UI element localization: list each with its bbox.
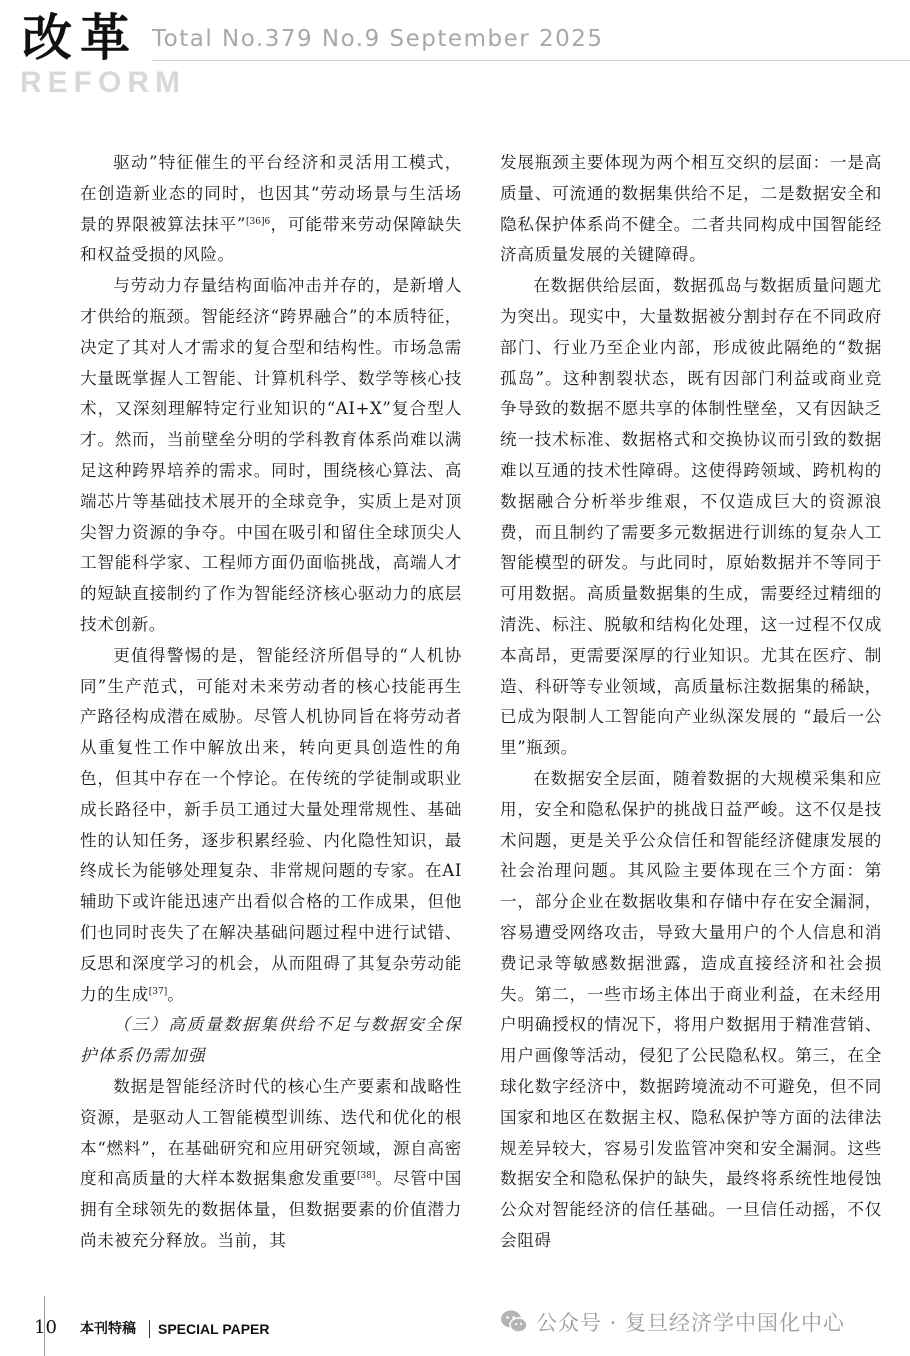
text-run: 发展瓶颈主要体现为两个相互交织的层面：一是高质量、可流通的数据集供给不足，二是数据安全和隐私保护体系尚不健全。二者共同构成中国智能经济高质量发展的关键障碍。 <box>500 153 882 265</box>
watermark <box>500 1306 845 1338</box>
header-rule <box>152 60 910 61</box>
section-label-english: SPECIAL PAPER <box>158 1321 270 1337</box>
citation-ref: [38] <box>356 1171 376 1182</box>
paragraph <box>80 1072 462 1257</box>
page-number: 10 <box>34 1317 57 1338</box>
issue-info: Total No.379 No.9 September 2025 <box>152 26 604 52</box>
text-run: 驱动”特征催生的平台经济和灵活用工模式，在创造新业态的同时，也因其“劳动场景与生活场景的界限被算法抹平” <box>80 153 462 234</box>
paragraph <box>80 148 462 271</box>
wechat-icon <box>500 1309 528 1335</box>
text-run: 更值得警惕的是，智能经济所倡导的“人机协同”生产范式，可能对未来劳动者的核心技能再生产路径构成潜在威胁。尽管人机协同旨在将劳动者从重复性工作中解放出来，转向更具创造性的角色，但其中存在一个悖论。在传统的学徒制或职业成长路径中，新手员工通过大量处理常规性、基础性的认知任务，逐步积累经验、内化隐性知识，最终成长为能够处理复杂、非常规问题的专家。在AI辅助下或许能迅速产出看似合格的工作成果，但他们也同时丧失了在解决基础问题过程中进行试错、反思和深度学习的机会，从而阻碍了其复杂劳动能力的生成 <box>80 645 462 1004</box>
paragraph <box>80 271 462 641</box>
text-run: 数据是智能经济时代的核心生产要素和战略性资源，是驱动人工智能模型训练、迭代和优化的根本“燃料”，在基础研究和应用研究领域，源自高密度和高质量的大样本数据集愈发重要 <box>80 1076 462 1189</box>
section-label: 本刊特稿 <box>80 1321 136 1337</box>
journal-logo-english: REFORM <box>20 66 186 99</box>
journal-logo: 改革 <box>22 9 138 67</box>
text-run: （三）高质量数据集供给不足与数据安全保护体系仍需加强 <box>80 1015 462 1066</box>
watermark-text: 公众号 · 复旦经济学中国化中心 <box>536 1311 846 1335</box>
paragraph <box>80 641 462 1011</box>
paragraph <box>500 764 882 1257</box>
left-column <box>80 148 462 1257</box>
text-run: 。 <box>167 984 185 1004</box>
text-run: 在数据供给层面，数据孤岛与数据质量问题尤为突出。现实中，大量数据被分割封存在不同政府部门、行业乃至企业内部，形成彼此隔绝的“数据孤岛”。这种割裂状态，既有因部门利益或商业竞争导致的数据不愿共享的体制性壁垒，又有因缺乏统一技术标准、数据格式和交换协议而引致的数据难以互通的技术性障碍。这使得跨领域、跨机构的数据融合分析举步维艰，不仅造成巨大的资源浪费，而且制约了需要多元数据进行训练的复杂人工智能模型的研发。与此同时，原始数据并不等同于可用数据。高质量数据集的生成，需要经过精细的清洗、标注、脱敏和结构化处理，这一过程不仅成本高昂，更需要深厚的行业知识。尤其在医疗、制造、科研等专业领域，高质量标注数据集的稀缺，已成为限制人工智能向产业纵深发展的 “最后一公里”瓶颈。 <box>500 276 882 758</box>
paragraph <box>500 271 882 764</box>
text-run: ，可能带来劳动保障缺失和权益受损的风险。 <box>80 214 462 265</box>
citation-ref: [37] <box>148 986 168 997</box>
paragraph <box>500 148 882 271</box>
section-separator <box>149 1320 150 1338</box>
text-run: 在数据安全层面，随着数据的大规模采集和应用，安全和隐私保护的挑战日益严峻。这不仅是技术问题，更是关乎公众信任和智能经济健康发展的社会治理问题。其风险主要体现在三个方面：第一，部分企业在数据收集和存储中存在安全漏洞，容易遭受网络攻击，导致大量用户的个人信息和消费记录等敏感数据泄露，造成直接经济和社会损失。第二，一些市场主体出于商业利益，在未经用户明确授权的情况下，将用户数据用于精准营销、用户画像等活动，侵犯了公民隐私权。第三，在全球化数字经济中，数据跨境流动不可避免，但不同国家和地区在数据主权、隐私保护等方面的法律法规差异较大，容易引发监管冲突和安全漏洞。这些数据安全和隐私保护的缺失，最终将系统性地侵蚀公众对智能经济的信任基础。一旦信任动摇，不仅会阻碍 <box>500 768 882 1250</box>
section-heading <box>80 1010 462 1072</box>
text-run: 与劳动力存量结构面临冲击并存的，是新增人才供给的瓶颈。智能经济“跨界融合”的本质特征，决定了其对人才需求的复合型和结构性。市场急需大量既掌握人工智能、计算机科学、数学等核心技术，又深刻理解特定行业知识的“AI+X”复合型人才。然而，当前壁垒分明的学科教育体系尚难以满足这种跨界培养的需求。同时，围绕核心算法、高端芯片等基础技术展开的全球竞争，实质上是对顶尖智力资源的争夺。中国在吸引和留住全球顶尖人工智能科学家、工程师方面仍面临挑战，高端人才的短缺直接制约了作为智能经济核心驱动力的底层技术创新。 <box>80 276 462 634</box>
citation-ref: [36]6 <box>246 216 271 227</box>
right-column <box>500 148 882 1257</box>
text-run: 。尽管中国拥有全球领先的数据体量，但数据要素的价值潜力尚未被充分释放。当前，其 <box>80 1169 463 1250</box>
